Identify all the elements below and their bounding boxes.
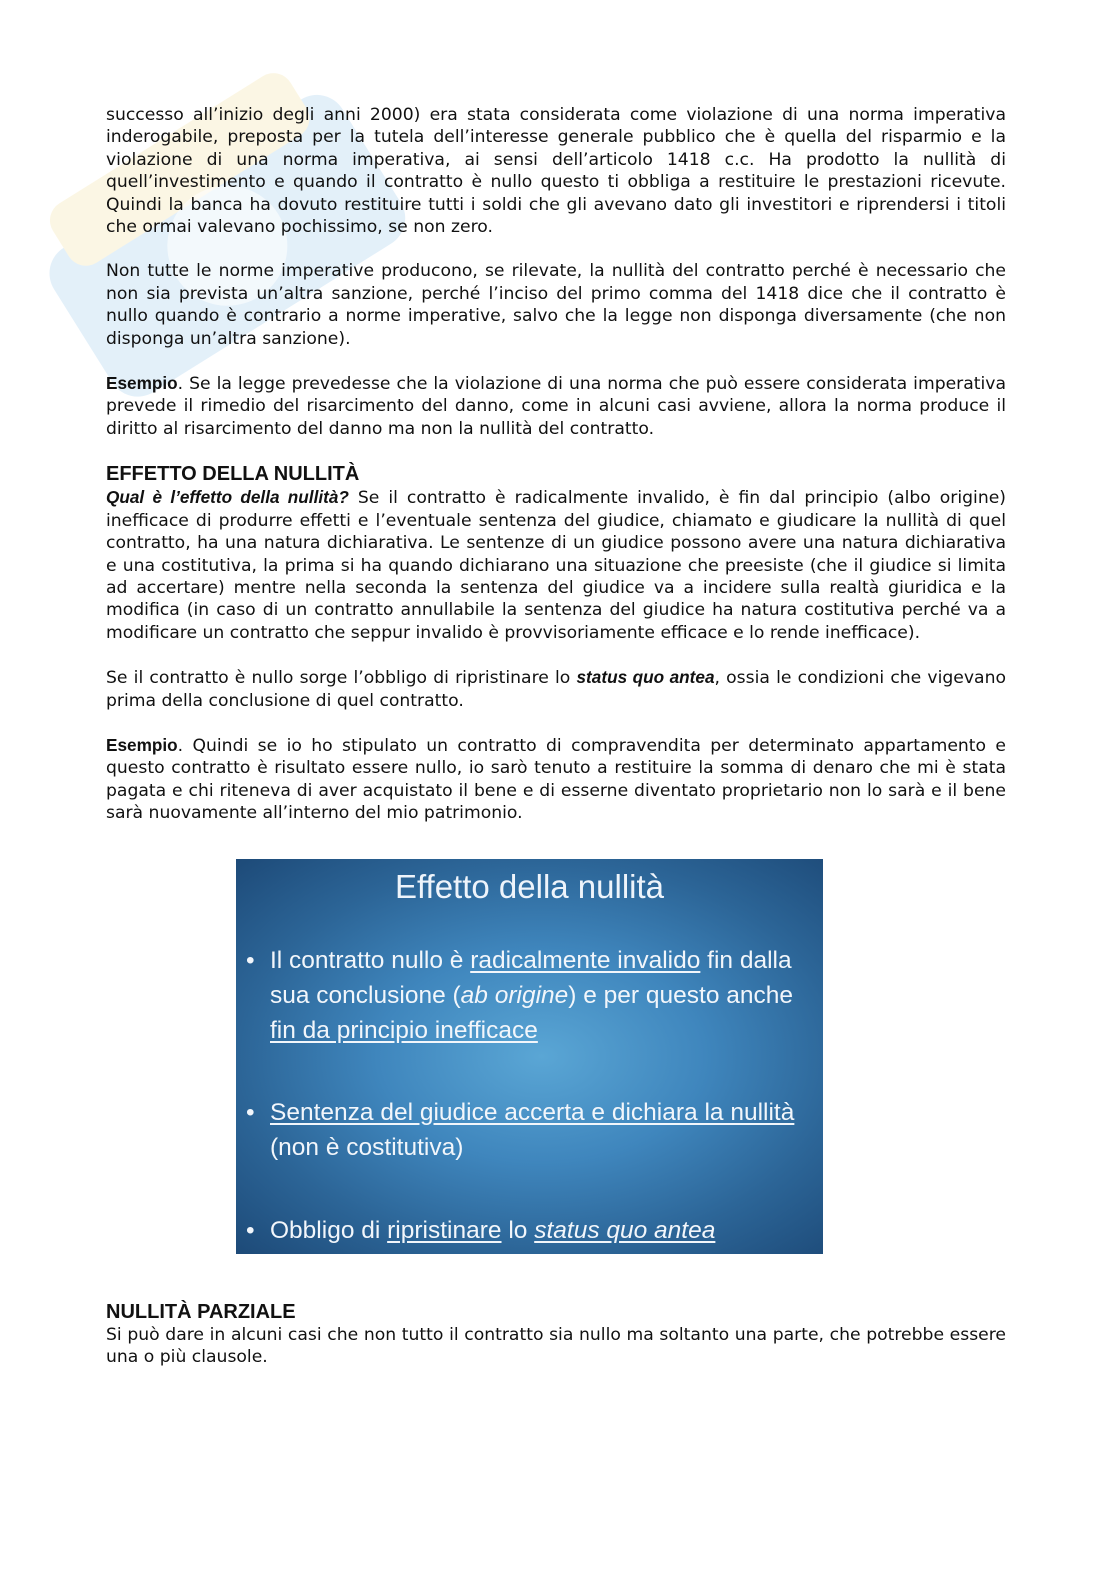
paragraph-5-text-b: , ossia le condizioni che vigevano prima della conclusione di quel contratto. xyxy=(106,668,1006,711)
bullet-1-text-a: Il contratto nullo è xyxy=(270,946,471,974)
bullet-1-underlined-b: fin da principio inefficace xyxy=(270,1016,538,1044)
paragraph-1: successo all’inizio degli anni 2000) era stata considerata come violazione di una norma imperativa inderogabile, preposta per la tutela dell’interesse generale pubblico che è quella del risparmio e la violazione di una norma imperativa, ai sensi dell’articolo 1418 c.c. Ha prodotto la nullità di quell’investimento e quando il contratto è nullo questo ti obbliga a restituire le prestazioni ricevute. Quindi la banca ha dovuto restituire tutti i soldi che gli avevano dato gli investitori e riprendersi i titoli che ormai valevano pochissimo, se non zero. xyxy=(106,105,1006,238)
bullet-1-underlined-a: radicalmente invalido xyxy=(470,946,701,974)
bullet-1-text-c: ) e per questo anche xyxy=(568,981,794,1009)
section-heading-effetto: EFFETTO DELLA NULLITÀ xyxy=(106,463,360,486)
question-label: Qual è l’effetto della nullità? xyxy=(106,487,349,508)
document-page xyxy=(106,104,1006,1368)
example-label: Esempio xyxy=(106,373,178,394)
paragraph-6-text: . Quindi se io ho stipulato un contratto di compravendita per determinato appartamento e questo contratto è risultato essere nullo, io sarò tenuto a restituire la somma di denaro che mi è stata pagata e chi riteneva di aver acquistato il bene e di esserne diventato proprietario non lo sarà e il bene sarà nuovamente all’interno del mio patrimonio. xyxy=(106,735,1006,824)
status-quo-emphasis: status quo antea xyxy=(576,667,715,688)
paragraph-2: Non tutte le norme imperative producono, se rilevate, la nullità del contratto perché è necessario che non sia prevista un’altra sanzione, perché l’inciso del primo comma del 1418 dice che il contratto è nullo quando è contrario a norme imperative, salvo che la legge non disponga diversamente (che non disponga un’altra sanzione). xyxy=(106,261,1006,349)
slide-bullet-2 xyxy=(246,1095,818,1165)
paragraph-6 xyxy=(106,734,1006,825)
bullet-dot-icon: • xyxy=(246,1216,255,1244)
bullet-1-italic: ab origine xyxy=(460,981,569,1009)
slide-image xyxy=(236,859,823,1254)
bullet-3-underlined-b: status quo antea xyxy=(534,1216,716,1244)
paragraph-4 xyxy=(106,486,1006,644)
paragraph-5-text-a: Se il contratto è nullo sorge l’obbligo di ripristinare lo xyxy=(106,668,577,689)
paragraph-7: Si può dare in alcuni casi che non tutto il contratto sia nullo ma soltanto una parte, che potrebbe essere una o più clausole. xyxy=(106,1324,1006,1367)
slide-bullet-1 xyxy=(246,943,818,1048)
bullet-3-text-a: Obbligo di xyxy=(270,1216,388,1244)
bullet-2-underlined: Sentenza del giudice accerta e dichiara la nullità xyxy=(270,1098,795,1126)
slide-title: Effetto della nullità xyxy=(394,867,665,905)
bullet-dot-icon: • xyxy=(246,1098,255,1126)
bullet-3-text-b: lo xyxy=(501,1216,535,1244)
paragraph-3-text: . Se la legge prevedesse che la violazione di una norma che può essere considerata imperativa prevede il rimedio del risarcimento del danno, come in alcuni casi avviene, allora la norma produce il diritto al risarcimento del danno ma non la nullità del contratto. xyxy=(106,374,1006,439)
paragraph-3 xyxy=(106,372,1006,440)
bullet-2-text: (non è costitutiva) xyxy=(270,1133,464,1161)
example-label: Esempio xyxy=(106,734,178,755)
section-heading-parziale: NULLITÀ PARZIALE xyxy=(106,1300,296,1323)
paragraph-5 xyxy=(106,666,1006,712)
bullet-3-underlined-a: ripristinare xyxy=(387,1216,502,1244)
bullet-dot-icon: • xyxy=(246,946,255,974)
paragraph-4-text: Se il contratto è radicalmente invalido, è fin dal principio (albo origine) inefficace di produrre effetti e l’eventuale sentenza del giudice, chiamato e giudicare la nullità di quel contratto, ha una natura dichiarativa. Le sentenze di un giudice possono avere una natura dichiarativa e una costitutiva, la prima si ha quando dichiarano una situazione che preesiste (che il giudice si limita ad accertare) mentre nella seconda la sentenza del giudice va a incidere sulla realtà giuridica e la modifica (in caso di un contratto annullabile la sentenza del giudice ha natura costitutiva perché va a modificare un contratto che seppur invalido è provvisoriamente efficace e lo rende inefficace). xyxy=(106,488,1006,643)
slide-bullet-3 xyxy=(246,1213,818,1248)
bullet-1-text-b: fin dalla sua conclusione ( xyxy=(270,946,792,1009)
